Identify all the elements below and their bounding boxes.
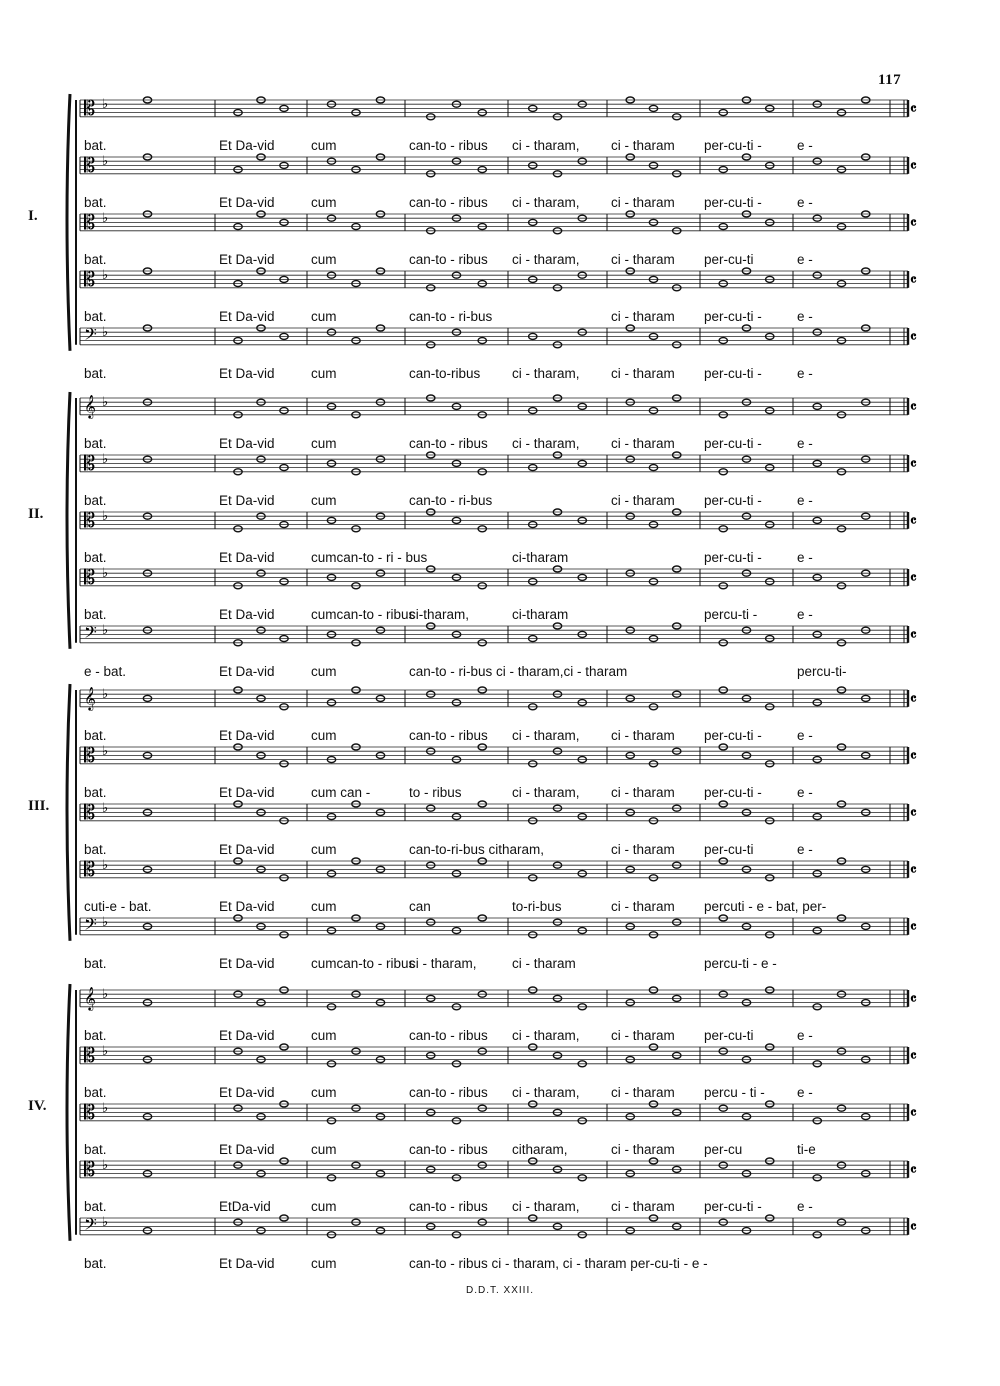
lyric-syllable: can-to - ribus <box>409 1141 488 1157</box>
lyric-syllable: cumcan-to - ribus <box>311 955 416 971</box>
clef-icon: 𝄡 <box>84 451 96 475</box>
system-bracket <box>67 392 70 649</box>
lyric-syllable: to-ri-bus <box>512 898 562 914</box>
system-bracket <box>67 984 70 1241</box>
lyric-syllable: bat. <box>84 955 107 971</box>
choir-label: III. <box>28 798 50 814</box>
lyric-syllable: cum <box>311 1198 337 1214</box>
key-flat-icon: ♭ <box>102 623 109 638</box>
lyric-syllable: e - <box>797 251 813 267</box>
lyric-syllable: bat. <box>84 194 107 210</box>
lyric-syllable: per-cu-ti - <box>704 194 762 210</box>
lyric-syllable: per-cu-ti - <box>704 435 762 451</box>
lyric-syllable: cum <box>311 194 337 210</box>
key-flat-icon: ♭ <box>102 566 109 581</box>
choir-label: I. <box>28 208 38 224</box>
clef-icon: 𝄡 <box>84 210 96 234</box>
lyric-syllable: Et Da-vid <box>219 1255 275 1271</box>
lyric-syllable: Et Da-vid <box>219 898 275 914</box>
lyric-syllable: bat. <box>84 549 107 565</box>
lyric-syllable: can-to - ribus <box>409 1198 488 1214</box>
lyric-syllable: e - <box>797 492 813 508</box>
lyric-syllable: cum <box>311 1027 337 1043</box>
lyric-syllable: ci - tharam <box>611 1027 675 1043</box>
lyric-syllable: cum <box>311 841 337 857</box>
common-time-icon: 𝄴 <box>910 804 917 822</box>
clef-icon: 𝄡 <box>84 1043 96 1067</box>
lyric-syllable: ti-e <box>797 1141 816 1157</box>
lyric-syllable: ci - tharam, <box>512 1084 580 1100</box>
common-time-icon: 𝄴 <box>910 157 917 175</box>
common-time-icon: 𝄴 <box>910 626 917 644</box>
key-flat-icon: ♭ <box>102 1158 109 1173</box>
clef-icon: 𝄞 <box>84 394 96 418</box>
lyric-syllable: ci - tharam <box>611 435 675 451</box>
lyric-syllable: e - <box>797 727 813 743</box>
lyric-syllable: can-to - ribus ci - tharam, ci - tharam per-cu-ti - e - <box>409 1255 708 1271</box>
lyric-syllable: e - <box>797 1084 813 1100</box>
lyric-syllable: e - <box>797 1027 813 1043</box>
common-time-icon: 𝄴 <box>910 1047 917 1065</box>
lyric-syllable: ci - tharam <box>611 727 675 743</box>
lyric-syllable: cum <box>311 308 337 324</box>
lyric-syllable: ci - tharam <box>611 841 675 857</box>
key-flat-icon: ♭ <box>102 687 109 702</box>
lyric-syllable: Et Da-vid <box>219 137 275 153</box>
lyric-syllable: ci - tharam <box>611 194 675 210</box>
page-footer: D.D.T. XXIII. <box>465 1285 534 1296</box>
lyric-syllable: ci - tharam <box>611 365 675 381</box>
lyric-syllable: bat. <box>84 435 107 451</box>
clef-icon: 𝄡 <box>84 508 96 532</box>
lyric-syllable: bat. <box>84 308 107 324</box>
lyric-syllable: to - ribus <box>409 784 462 800</box>
lyric-syllable: e - bat. <box>84 663 127 679</box>
lyric-syllable: bat. <box>84 251 107 267</box>
clef-icon: 𝄡 <box>84 800 96 824</box>
common-time-icon: 𝄴 <box>910 690 917 708</box>
choir-label: IV. <box>28 1098 47 1114</box>
clef-icon: 𝄡 <box>84 857 96 881</box>
lyric-syllable: Et Da-vid <box>219 251 275 267</box>
key-flat-icon: ♭ <box>102 987 109 1002</box>
key-flat-icon: ♭ <box>102 858 109 873</box>
lyric-syllable: per-cu-ti - <box>704 784 762 800</box>
lyric-syllable: cum can - <box>311 784 371 800</box>
lyric-syllable: ci - tharam, <box>512 784 580 800</box>
lyric-syllable: Et Da-vid <box>219 549 275 565</box>
common-time-icon: 𝄴 <box>910 455 917 473</box>
lyric-syllable: Et Da-vid <box>219 841 275 857</box>
common-time-icon: 𝄴 <box>910 1218 917 1236</box>
lyric-syllable: ci - tharam, <box>512 435 580 451</box>
clef-icon: 𝄡 <box>84 96 96 120</box>
key-flat-icon: ♭ <box>102 1215 109 1230</box>
lyric-syllable: can-to - ribus <box>409 1084 488 1100</box>
lyric-syllable: bat. <box>84 492 107 508</box>
common-time-icon: 𝄴 <box>910 1104 917 1122</box>
common-time-icon: 𝄴 <box>910 512 917 530</box>
lyric-syllable: ci - tharam <box>611 1198 675 1214</box>
lyric-syllable: e - <box>797 194 813 210</box>
lyric-syllable: cum <box>311 898 337 914</box>
lyric-syllable: bat. <box>84 841 107 857</box>
lyric-syllable: per-cu-ti - <box>704 1198 762 1214</box>
lyric-syllable: e - <box>797 308 813 324</box>
lyric-syllable: ci - tharam, <box>512 251 580 267</box>
lyric-syllable: cumcan-to - ribus <box>311 606 416 622</box>
lyric-syllable: can-to-ribus <box>409 365 481 381</box>
lyric-syllable: cum <box>311 663 337 679</box>
lyric-syllable: ci-tharam, <box>409 606 470 622</box>
lyric-syllable: ci - tharam <box>611 898 675 914</box>
lyric-syllable: e - <box>797 137 813 153</box>
lyric-syllable: bat. <box>84 1141 107 1157</box>
lyric-syllable: can-to - ribus <box>409 194 488 210</box>
lyric-syllable: can-to-ri-bus citharam, <box>409 841 545 857</box>
lyric-syllable: ci - tharam, <box>512 365 580 381</box>
lyric-syllable: per-cu-ti - <box>704 137 762 153</box>
lyric-syllable: cum <box>311 435 337 451</box>
lyric-syllable: Et Da-vid <box>219 1084 275 1100</box>
clef-icon: 𝄢 <box>84 324 97 348</box>
lyric-syllable: cuti-e - bat. <box>84 898 152 914</box>
lyric-syllable: cum <box>311 1084 337 1100</box>
lyric-syllable: cum <box>311 492 337 508</box>
lyric-syllable: can-to - ri-bus <box>409 492 493 508</box>
lyric-syllable: Et Da-vid <box>219 955 275 971</box>
clef-icon: 𝄢 <box>84 622 97 646</box>
lyric-syllable: e - <box>797 841 813 857</box>
common-time-icon: 𝄴 <box>910 861 917 879</box>
lyric-syllable: percu-ti - <box>704 606 758 622</box>
lyric-syllable: ci-tharam <box>512 549 569 565</box>
lyric-syllable: percu-ti - e - <box>704 955 777 971</box>
lyric-syllable: ci - tharam <box>611 251 675 267</box>
key-flat-icon: ♭ <box>102 452 109 467</box>
common-time-icon: 𝄴 <box>910 271 917 289</box>
lyric-syllable: ci - tharam <box>611 784 675 800</box>
lyric-syllable: Et Da-vid <box>219 435 275 451</box>
common-time-icon: 𝄴 <box>910 990 917 1008</box>
lyric-syllable: cum <box>311 251 337 267</box>
lyric-syllable: can-to - ribus <box>409 137 488 153</box>
lyric-syllable: cumcan-to - ri - bus <box>311 549 428 565</box>
lyric-syllable: cum <box>311 1255 337 1271</box>
lyric-syllable: Et Da-vid <box>219 308 275 324</box>
lyric-syllable: cum <box>311 1141 337 1157</box>
key-flat-icon: ♭ <box>102 801 109 816</box>
lyric-syllable: per-cu-ti - <box>704 365 762 381</box>
lyric-syllable: Et Da-vid <box>219 784 275 800</box>
lyric-syllable: percu - ti - <box>704 1084 765 1100</box>
clef-icon: 𝄞 <box>84 986 96 1010</box>
lyric-syllable: per-cu <box>704 1141 743 1157</box>
lyric-syllable: e - <box>797 549 813 565</box>
system-bracket <box>67 94 70 351</box>
lyric-syllable: ci - tharam, <box>512 1027 580 1043</box>
common-time-icon: 𝄴 <box>910 214 917 232</box>
lyric-syllable: Et Da-vid <box>219 365 275 381</box>
key-flat-icon: ♭ <box>102 211 109 226</box>
lyric-syllable: bat. <box>84 784 107 800</box>
common-time-icon: 𝄴 <box>910 1161 917 1179</box>
lyric-syllable: percuti - e - bat, per- <box>704 898 827 914</box>
lyric-syllable: ci - tharam, <box>512 1198 580 1214</box>
lyric-syllable: ci - tharam, <box>512 137 580 153</box>
clef-icon: 𝄡 <box>84 743 96 767</box>
common-time-icon: 𝄴 <box>910 328 917 346</box>
clef-icon: 𝄞 <box>84 686 96 710</box>
lyric-syllable: Et Da-vid <box>219 727 275 743</box>
lyric-syllable: Et Da-vid <box>219 663 275 679</box>
lyric-syllable: ci-tharam <box>512 606 569 622</box>
key-flat-icon: ♭ <box>102 915 109 930</box>
lyric-syllable: Et Da-vid <box>219 1027 275 1043</box>
lyric-syllable: can-to - ribus <box>409 727 488 743</box>
common-time-icon: 𝄴 <box>910 569 917 587</box>
lyric-syllable: cum <box>311 137 337 153</box>
key-flat-icon: ♭ <box>102 509 109 524</box>
lyric-syllable: ci - tharam <box>611 137 675 153</box>
lyric-syllable: can-to - ri-bus <box>409 308 493 324</box>
lyric-syllable: e - <box>797 784 813 800</box>
clef-icon: 𝄡 <box>84 267 96 291</box>
common-time-icon: 𝄴 <box>910 398 917 416</box>
lyric-syllable: EtDa-vid <box>219 1198 271 1214</box>
lyric-syllable: can-to - ri-bus ci - tharam,ci - tharam <box>409 663 628 679</box>
clef-icon: 𝄡 <box>84 565 96 589</box>
clef-icon: 𝄢 <box>84 1214 97 1238</box>
lyric-syllable: cum <box>311 365 337 381</box>
lyric-syllable: Et Da-vid <box>219 606 275 622</box>
lyric-syllable: bat. <box>84 137 107 153</box>
lyric-syllable: per-cu-ti - <box>704 727 762 743</box>
key-flat-icon: ♭ <box>102 744 109 759</box>
lyric-syllable: ci - tharam <box>611 308 675 324</box>
lyric-syllable: Et Da-vid <box>219 1141 275 1157</box>
lyric-syllable: ci - tharam <box>611 1084 675 1100</box>
lyric-syllable: ci - tharam, <box>512 194 580 210</box>
system-bracket <box>67 684 70 941</box>
lyric-syllable: Et Da-vid <box>219 194 275 210</box>
lyric-syllable: e - <box>797 365 813 381</box>
lyric-syllable: bat. <box>84 1027 107 1043</box>
lyric-syllable: e - <box>797 1198 813 1214</box>
lyric-syllable: per-cu-ti - <box>704 549 762 565</box>
lyric-syllable: per-cu-ti <box>704 1027 754 1043</box>
lyric-syllable: ci - tharam <box>512 955 576 971</box>
common-time-icon: 𝄴 <box>910 747 917 765</box>
lyric-syllable: Et Da-vid <box>219 492 275 508</box>
lyric-syllable: e - <box>797 435 813 451</box>
choir-label: II. <box>28 506 44 522</box>
key-flat-icon: ♭ <box>102 97 109 112</box>
lyric-syllable: e - <box>797 606 813 622</box>
common-time-icon: 𝄴 <box>910 100 917 118</box>
lyric-syllable: can-to - ribus <box>409 435 488 451</box>
key-flat-icon: ♭ <box>102 1044 109 1059</box>
lyric-syllable: percu-ti- <box>797 663 847 679</box>
lyric-syllable: bat. <box>84 727 107 743</box>
lyric-syllable: ci - tharam, <box>409 955 477 971</box>
lyric-syllable: citharam, <box>512 1141 568 1157</box>
lyric-syllable: bat. <box>84 365 107 381</box>
lyric-syllable: bat. <box>84 1198 107 1214</box>
clef-icon: 𝄡 <box>84 1100 96 1124</box>
lyric-syllable: can <box>409 898 431 914</box>
lyric-syllable: per-cu-ti - <box>704 308 762 324</box>
lyric-syllable: ci - tharam, <box>512 727 580 743</box>
clef-icon: 𝄢 <box>84 914 97 938</box>
clef-icon: 𝄡 <box>84 1157 96 1181</box>
common-time-icon: 𝄴 <box>910 918 917 936</box>
key-flat-icon: ♭ <box>102 154 109 169</box>
key-flat-icon: ♭ <box>102 325 109 340</box>
lyric-syllable: can-to - ribus <box>409 1027 488 1043</box>
lyric-syllable: bat. <box>84 1255 107 1271</box>
lyric-syllable: can-to - ribus <box>409 251 488 267</box>
lyric-syllable: per-cu-ti - <box>704 492 762 508</box>
key-flat-icon: ♭ <box>102 1101 109 1116</box>
lyric-syllable: bat. <box>84 606 107 622</box>
key-flat-icon: ♭ <box>102 268 109 283</box>
lyric-syllable: per-cu-ti <box>704 251 754 267</box>
lyric-syllable: bat. <box>84 1084 107 1100</box>
page-number: 117 <box>878 72 902 88</box>
lyric-syllable: ci - tharam <box>611 1141 675 1157</box>
key-flat-icon: ♭ <box>102 395 109 410</box>
lyric-syllable: cum <box>311 727 337 743</box>
lyric-syllable: per-cu-ti <box>704 841 754 857</box>
clef-icon: 𝄡 <box>84 153 96 177</box>
lyric-syllable: ci - tharam <box>611 492 675 508</box>
